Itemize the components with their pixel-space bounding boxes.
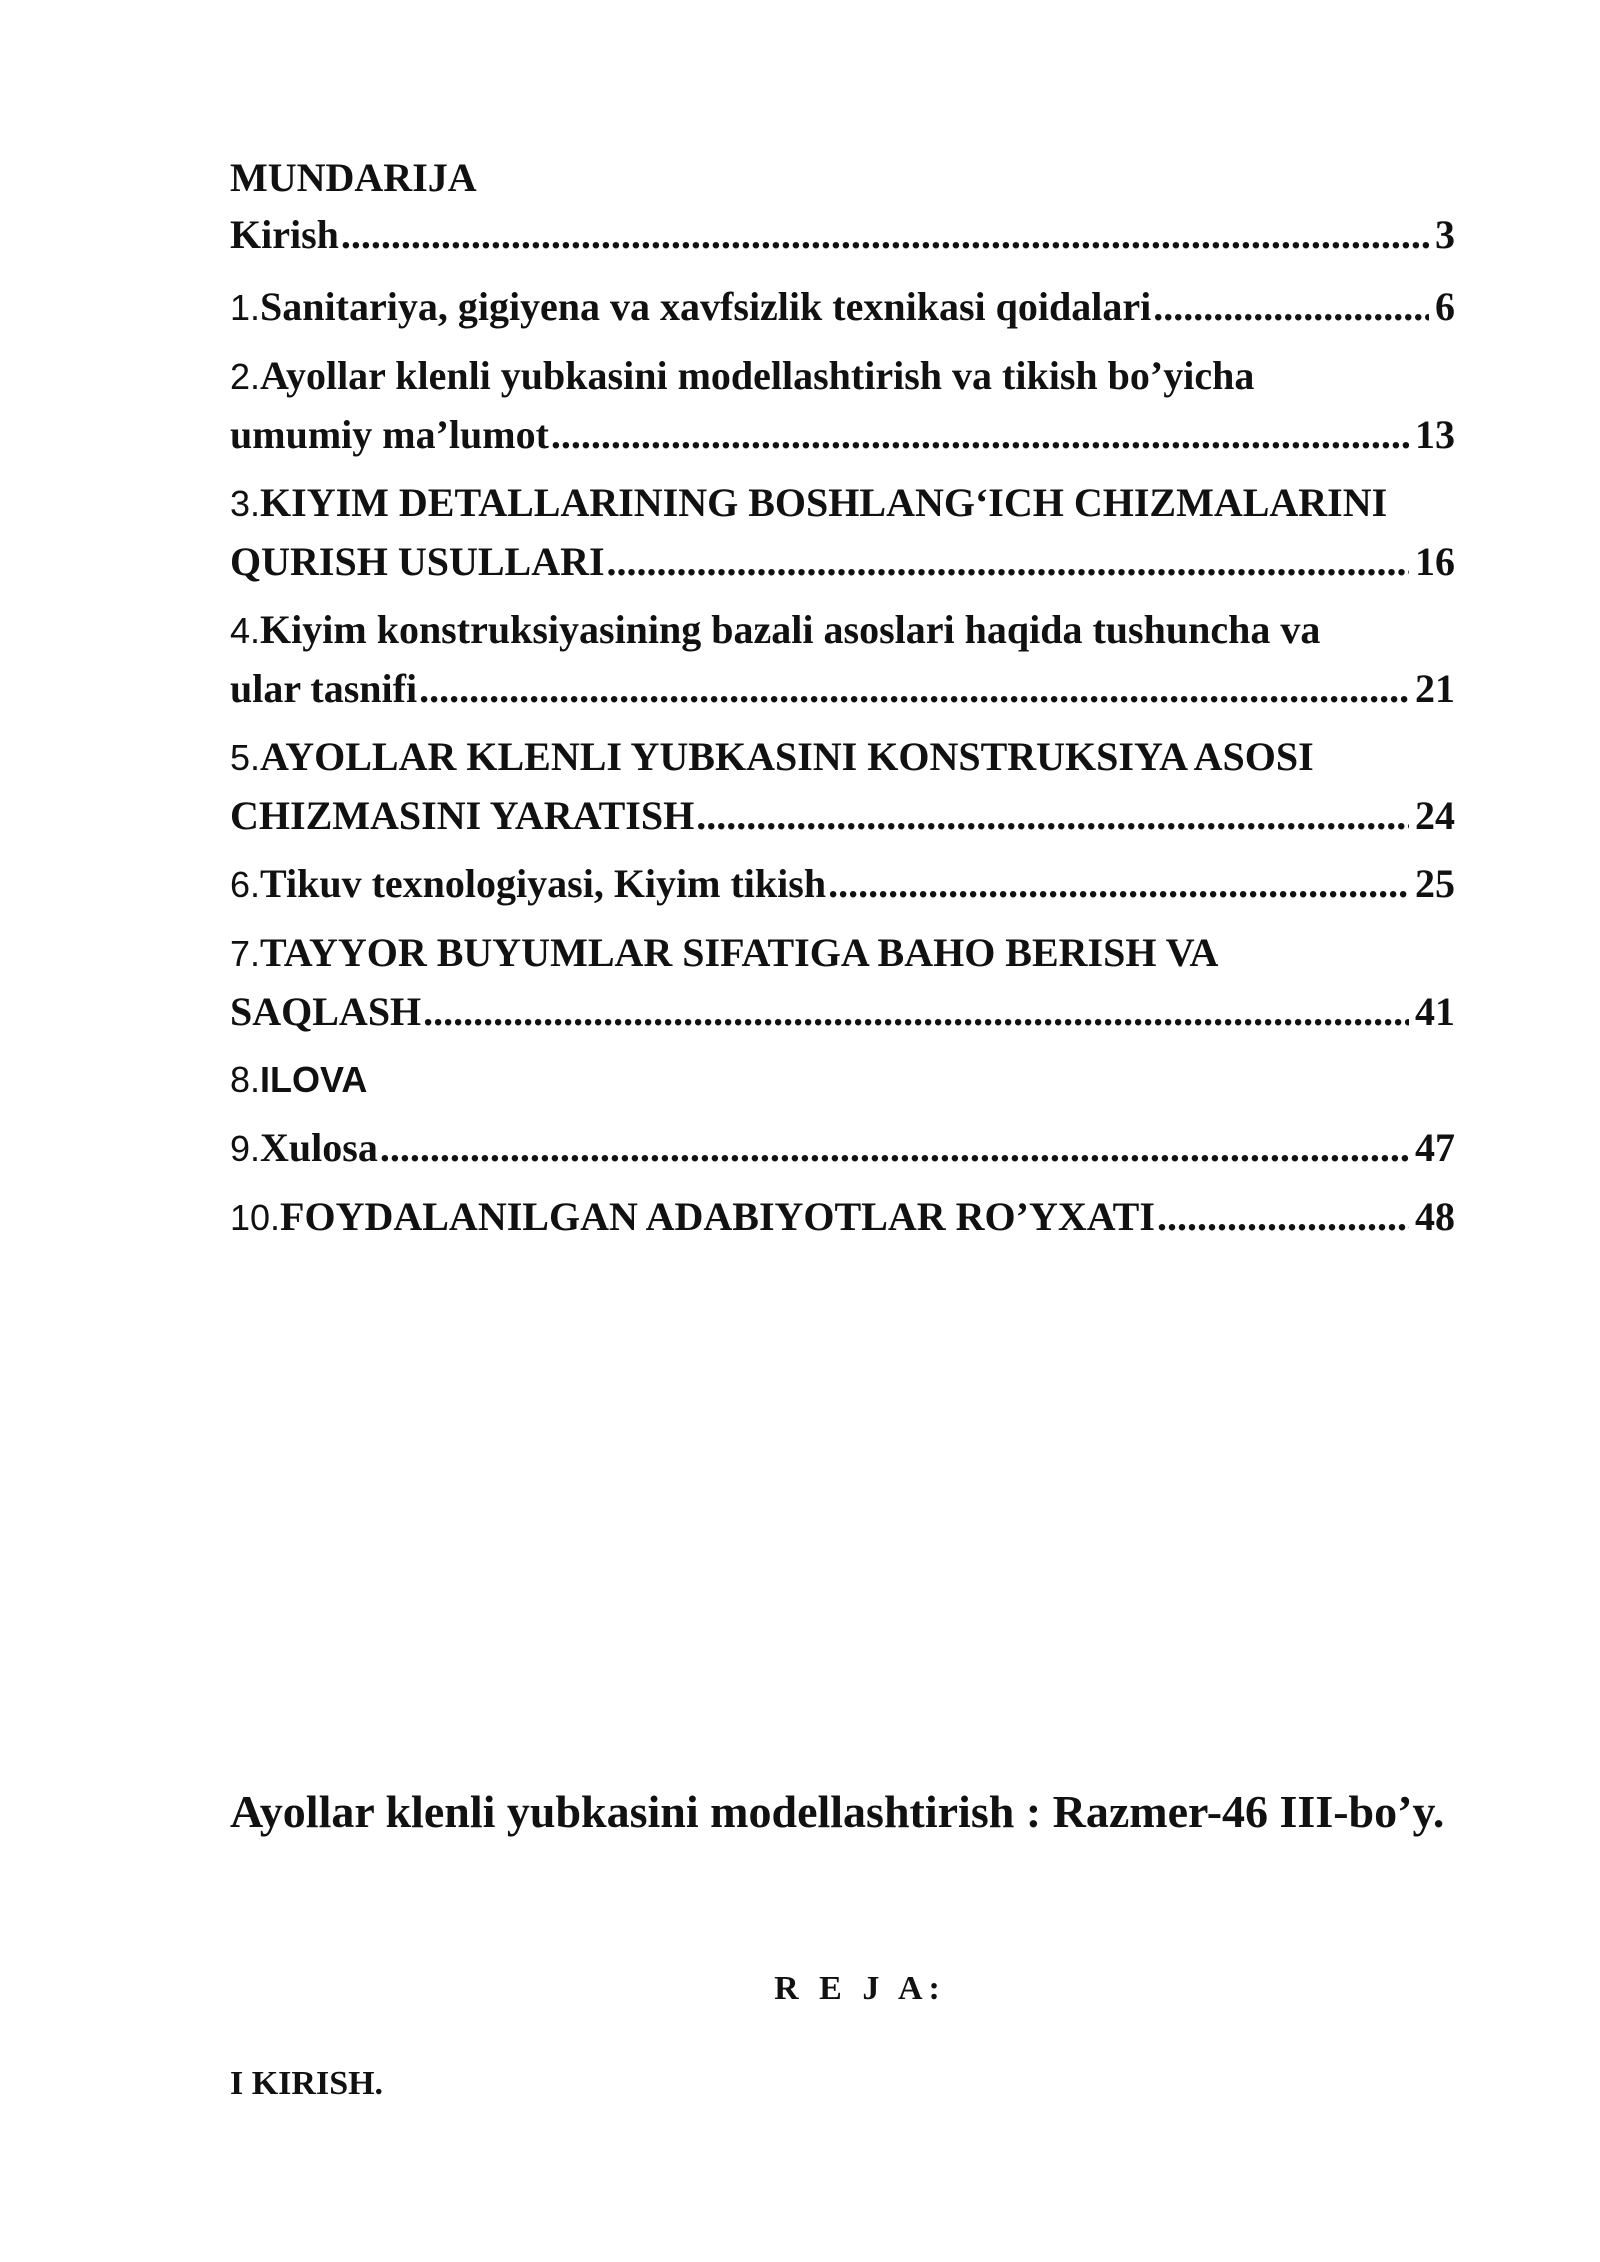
toc-entry: [230, 278, 1455, 337]
toc-line: [230, 924, 1455, 983]
toc-entry: [230, 924, 1455, 1041]
toc-page-number: 16: [1415, 539, 1455, 584]
dot-leader: [419, 660, 1409, 718]
toc-entry-title: Sanitariya, gigiyena va xavfsizlik texnikasi qoidalari: [260, 284, 1152, 329]
toc-page-number: 6: [1435, 284, 1455, 329]
toc-entry-title-continued: SAQLASH: [230, 989, 422, 1034]
toc-page-number: 3: [1435, 212, 1455, 257]
plan-item: I KIRISH.: [230, 2065, 384, 2102]
toc-entry-title: Tikuv texnologiyasi, Kiyim tikish: [260, 861, 827, 906]
toc-line: [230, 660, 1455, 718]
dot-leader: [696, 787, 1409, 845]
toc-line: [230, 787, 1455, 845]
toc-entry-title: Xulosa: [260, 1125, 378, 1170]
toc-entry-number: 7.: [230, 933, 261, 974]
toc-title: MUNDARIJA: [230, 155, 477, 200]
toc-entry: [230, 1119, 1455, 1178]
toc-entry-number: 8.: [230, 1059, 261, 1100]
toc-entry: [230, 728, 1455, 845]
dot-leader: [607, 533, 1409, 591]
dot-leader: [828, 855, 1409, 913]
toc-page-number: 25: [1415, 861, 1455, 906]
toc-line: [230, 601, 1455, 660]
toc-entry-title-continued: CHIZMASINI YARATISH: [230, 793, 695, 838]
toc-line: [230, 983, 1455, 1041]
toc-line: [230, 533, 1455, 591]
toc-line: [230, 855, 1455, 914]
toc-entry-title: Kirish: [230, 212, 339, 257]
toc-line: [230, 1188, 1455, 1247]
toc-entry: [230, 1051, 1455, 1109]
toc-entry-title: FOYDALANILGAN ADABIYOTLAR RO’YXATI: [280, 1194, 1155, 1239]
toc-page-number: 21: [1415, 666, 1455, 711]
toc-entry-number: 1.: [230, 287, 261, 328]
toc-entry: [230, 208, 1455, 262]
dot-leader: [551, 406, 1409, 464]
toc-entry-number: 6.: [230, 864, 261, 905]
toc-entry-title-continued: ular tasnifi: [230, 666, 418, 711]
table-of-contents: [230, 208, 1455, 1257]
toc-entry-title: Ayollar klenli yubkasini modellashtirish va tikish bo’yicha: [260, 353, 1255, 398]
toc-line: [230, 278, 1455, 337]
toc-page-number: 48: [1415, 1194, 1455, 1239]
toc-entry: [230, 347, 1455, 464]
toc-entry-title-continued: umumiy ma’lumot: [230, 412, 549, 457]
dot-leader: [1157, 1188, 1409, 1246]
toc-line: [230, 474, 1455, 533]
toc-page-number: 13: [1415, 412, 1455, 457]
dot-leader: [380, 1119, 1409, 1177]
toc-entry-number: 2.: [230, 356, 261, 397]
toc-entry-title: KIYIM DETALLARINING BOSHLANG‘ICH CHIZMALARINI: [260, 480, 1388, 525]
toc-entry-title: Kiyim konstruksiyasining bazali asoslari haqida tushuncha va: [260, 607, 1321, 652]
toc-line: [230, 1119, 1455, 1178]
toc-entry-title: AYOLLAR KLENLI YUBKASINI KONSTRUKSIYA ASOSI: [260, 734, 1314, 779]
dot-leader: [341, 208, 1429, 262]
toc-entry-number: 3.: [230, 483, 261, 524]
toc-line: [230, 208, 1455, 262]
dot-leader: [423, 983, 1409, 1041]
toc-entry-title-continued: QURISH USULLARI: [230, 539, 605, 584]
toc-entry-title: ILOVA: [260, 1059, 368, 1100]
dot-leader: [1153, 278, 1429, 336]
toc-entry: [230, 1188, 1455, 1247]
toc-line: [230, 1051, 1455, 1109]
toc-entry: [230, 855, 1455, 914]
toc-line: [230, 406, 1455, 464]
section-heading: Ayollar klenli yubkasini modellashtirish : Razmer-46 III-bo’y.: [230, 1786, 1445, 1837]
toc-page-number: 47: [1415, 1125, 1455, 1170]
plan-title: R E J A:: [774, 1970, 946, 2007]
toc-page-number: 24: [1415, 793, 1455, 838]
toc-entry: [230, 474, 1455, 591]
toc-entry-title: TAYYOR BUYUMLAR SIFATIGA BAHO BERISH VA: [260, 930, 1219, 975]
toc-page-number: 41: [1415, 989, 1455, 1034]
toc-entry-number: 9.: [230, 1128, 261, 1169]
toc-entry-number: 4.: [230, 610, 261, 651]
toc-entry-number: 10.: [230, 1197, 281, 1238]
toc-line: [230, 728, 1455, 787]
toc-entry: [230, 601, 1455, 718]
toc-line: [230, 347, 1455, 406]
toc-entry-number: 5.: [230, 737, 261, 778]
